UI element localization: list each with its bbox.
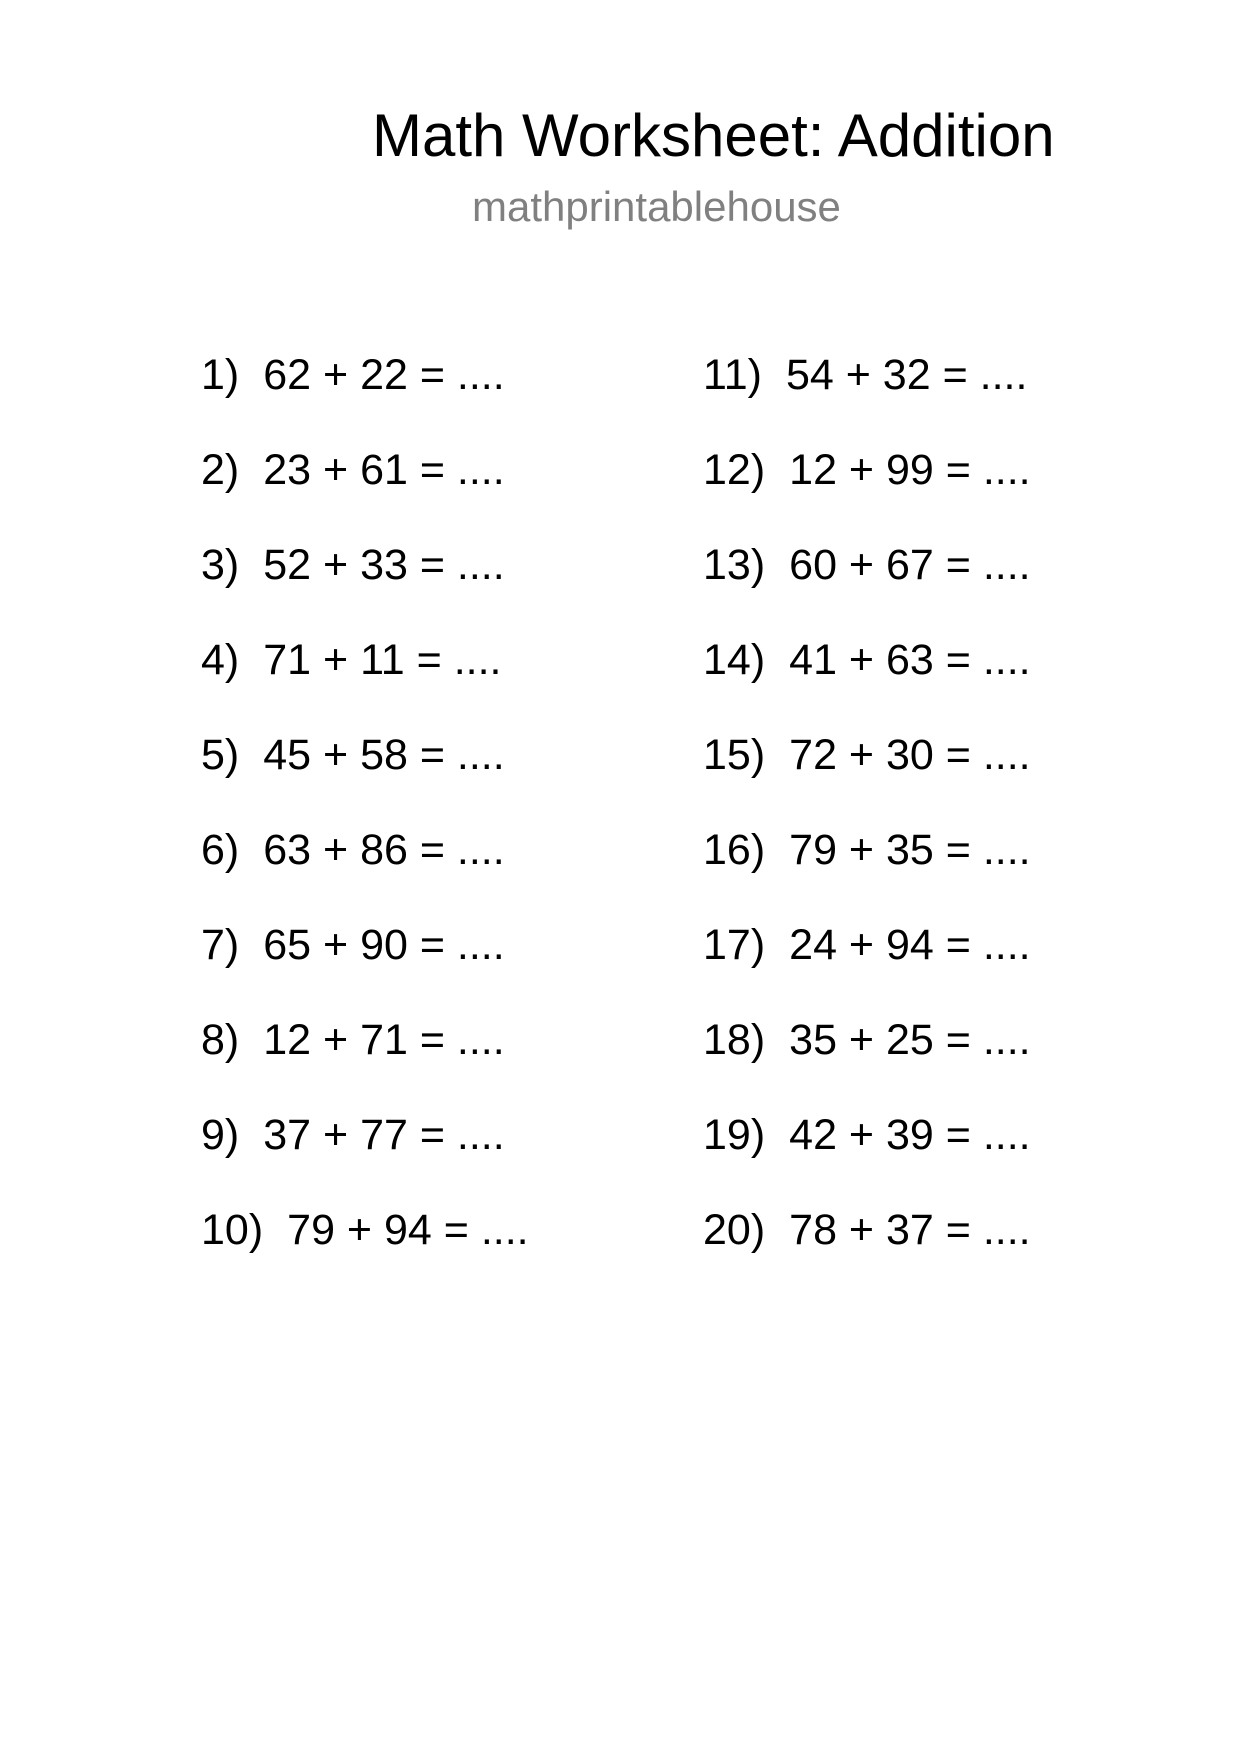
- problem-expression: 12 + 99 = ....: [789, 446, 1031, 494]
- problem-expression: 52 + 33 = ....: [263, 541, 505, 589]
- problem-item: [703, 445, 1031, 540]
- problem-expression: 63 + 86 = ....: [263, 826, 505, 874]
- problem-expression: 60 + 67 = ....: [789, 541, 1031, 589]
- problem-item: [201, 920, 529, 1015]
- problem-number: 16): [703, 826, 766, 874]
- problem-expression: 35 + 25 = ....: [789, 1016, 1031, 1064]
- problem-expression: 23 + 61 = ....: [263, 446, 505, 494]
- problem-item: [703, 635, 1031, 730]
- problem-number: 14): [703, 636, 766, 684]
- problem-item: [703, 1015, 1031, 1110]
- problem-item: [201, 350, 529, 445]
- problem-expression: 79 + 35 = ....: [789, 826, 1031, 874]
- problem-item: [201, 1205, 529, 1300]
- problem-number: 11): [703, 351, 762, 399]
- problem-expression: 42 + 39 = ....: [789, 1111, 1031, 1159]
- problem-number: 12): [703, 446, 766, 494]
- problem-item: [703, 350, 1031, 445]
- page-title: Math Worksheet: Addition: [372, 102, 1055, 169]
- problem-item: [703, 920, 1031, 1015]
- problem-expression: 72 + 30 = ....: [789, 731, 1031, 779]
- problem-item: [703, 825, 1031, 920]
- problem-item: [201, 1015, 529, 1110]
- page-subtitle: mathprintablehouse: [472, 183, 841, 230]
- problem-item: [703, 540, 1031, 635]
- problem-expression: 78 + 37 = ....: [789, 1206, 1031, 1254]
- problem-number: 8): [201, 1016, 240, 1064]
- problem-item: [201, 825, 529, 920]
- problem-item: [201, 635, 529, 730]
- problem-number: 10): [201, 1206, 264, 1254]
- problem-item: [703, 1110, 1031, 1205]
- problem-number: 17): [703, 921, 766, 969]
- problem-number: 20): [703, 1206, 766, 1254]
- problem-number: 15): [703, 731, 766, 779]
- problem-number: 7): [201, 921, 240, 969]
- problem-number: 19): [703, 1111, 766, 1159]
- problem-number: 18): [703, 1016, 766, 1064]
- problem-item: [201, 730, 529, 825]
- problem-expression: 54 + 32 = ....: [785, 351, 1028, 399]
- problem-item: [703, 1205, 1031, 1300]
- problem-number: 9): [201, 1111, 240, 1159]
- problem-number: 3): [201, 541, 240, 589]
- problem-expression: 24 + 94 = ....: [789, 921, 1031, 969]
- problem-expression: 41 + 63 = ....: [789, 636, 1031, 684]
- problem-item: [201, 540, 529, 635]
- problem-number: 2): [201, 446, 240, 494]
- problem-expression: 79 + 94 = ....: [287, 1206, 529, 1254]
- problem-number: 4): [201, 636, 240, 684]
- problem-column-left: [201, 350, 529, 1300]
- problem-item: [201, 445, 529, 540]
- problem-expression: 45 + 58 = ....: [263, 731, 505, 779]
- problem-item: [201, 1110, 529, 1205]
- problem-number: 1): [201, 351, 240, 399]
- problem-expression: 65 + 90 = ....: [263, 921, 505, 969]
- problem-number: 13): [703, 541, 766, 589]
- problem-expression: 62 + 22 = ....: [263, 351, 505, 399]
- problem-expression: 12 + 71 = ....: [263, 1016, 505, 1064]
- problem-column-right: [703, 350, 1031, 1300]
- problem-expression: 37 + 77 = ....: [263, 1111, 505, 1159]
- problem-number: 5): [201, 731, 240, 779]
- problem-expression: 71 + 11 = ....: [263, 636, 502, 684]
- problem-item: [703, 730, 1031, 825]
- problem-number: 6): [201, 826, 240, 874]
